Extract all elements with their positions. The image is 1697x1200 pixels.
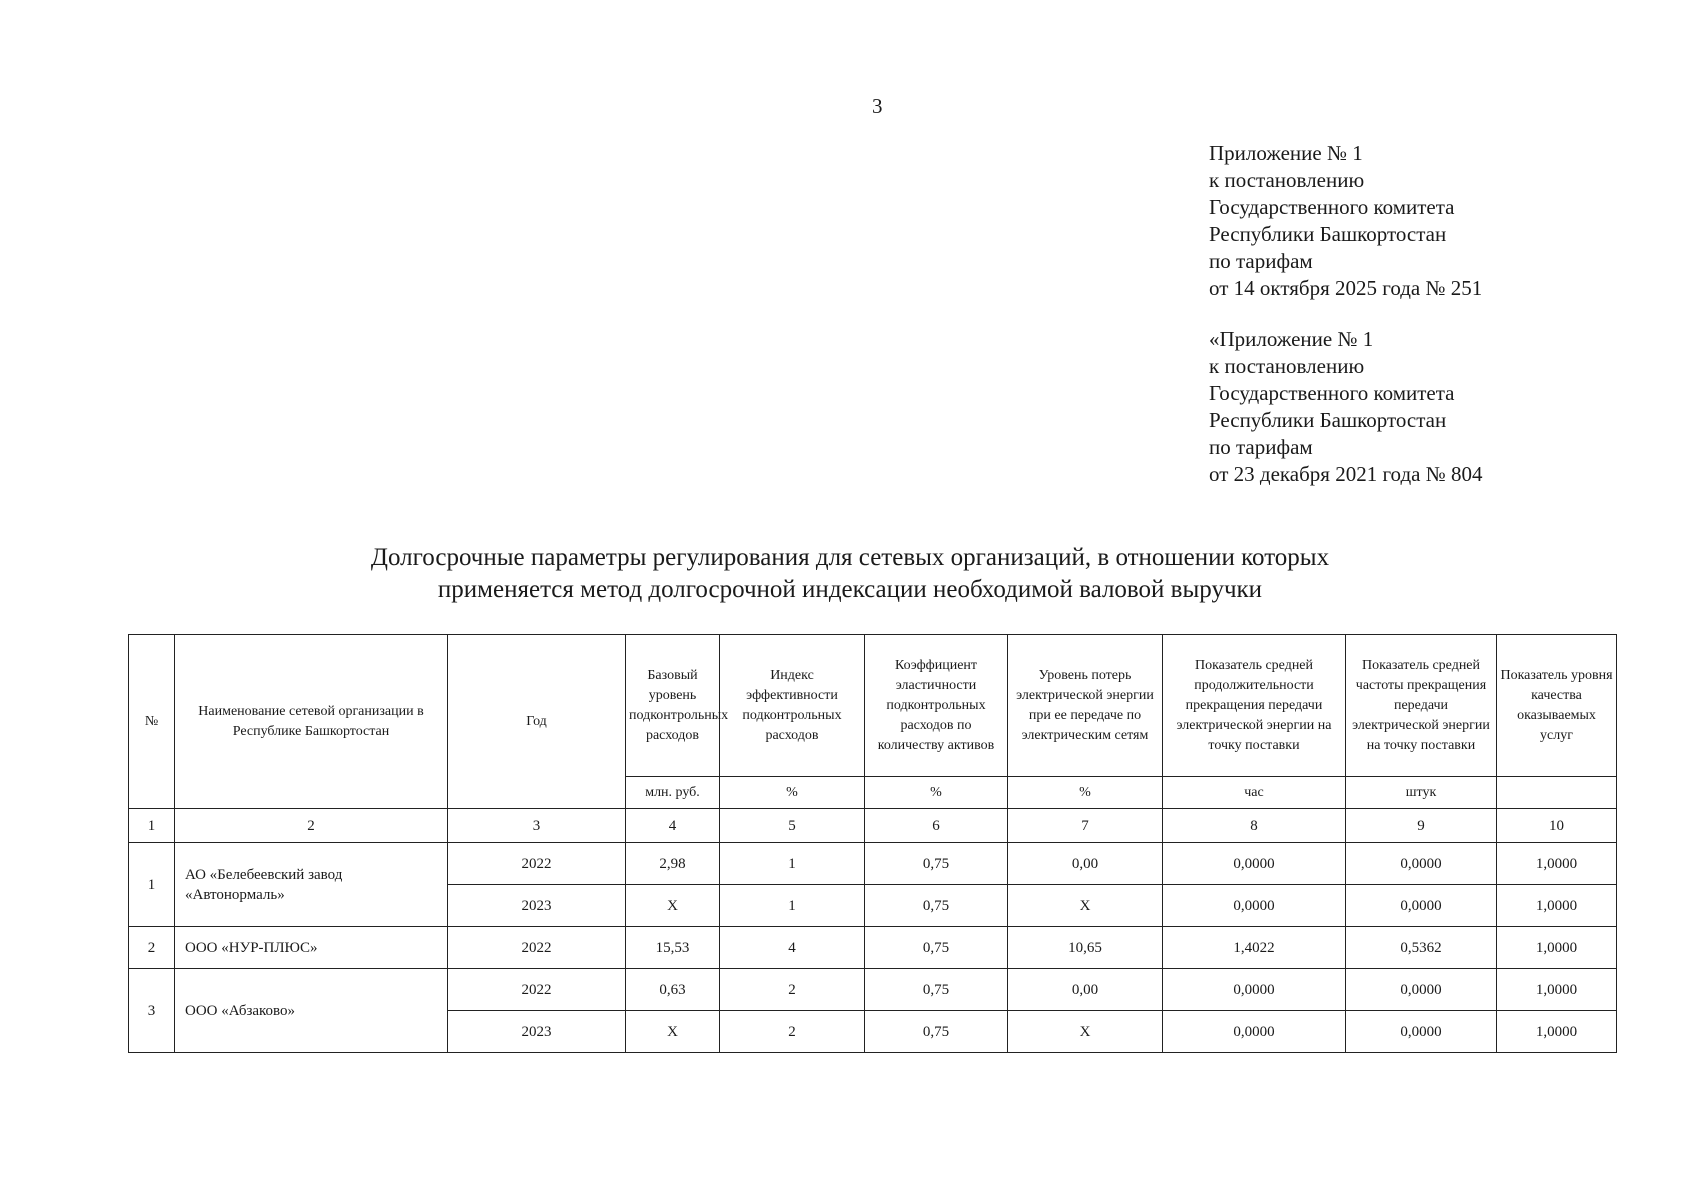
regulation-parameters-table [128,634,1617,1053]
title-line-1: Долгосрочные параметры регулирования для сетевых организаций, в отношении которых [370,544,1330,571]
column-number: 9 [1346,809,1497,843]
cell-avg-duration: 1,4022 [1163,927,1346,969]
cell-elasticity: 0,75 [865,927,1008,969]
header-avg-frequency: Показатель средней частоты прекращения передачи электрической энергии на точку поставки [1346,635,1497,777]
header-num: № [129,635,175,809]
cell-efficiency-index: 1 [720,843,865,885]
appendix-current-block [1209,140,1482,302]
column-number: 6 [865,809,1008,843]
cell-quality: 1,0000 [1497,969,1617,1011]
column-number: 1 [129,809,175,843]
appendix-line: по тарифам [1209,249,1313,273]
cell-avg-frequency: 0,0000 [1346,1011,1497,1053]
cell-year: 2023 [448,1011,626,1053]
cell-losses: 10,65 [1008,927,1163,969]
cell-efficiency-index: 2 [720,969,865,1011]
header-elasticity: Коэффициент эластичности подконтрольных расходов по количеству активов [865,635,1008,777]
cell-avg-duration: 0,0000 [1163,1011,1346,1053]
cell-elasticity: 0,75 [865,843,1008,885]
cell-year: 2022 [448,969,626,1011]
cell-avg-duration: 0,0000 [1163,969,1346,1011]
column-number: 5 [720,809,865,843]
appendix-line: по тарифам [1209,435,1313,459]
unit-quality [1497,777,1617,809]
cell-quality: 1,0000 [1497,843,1617,885]
appendix-line: к постановлению [1209,168,1365,192]
cell-base-level: Х [626,1011,720,1053]
table-row [129,843,1617,885]
header-avg-duration: Показатель средней продолжительности прекращения передачи электрической энергии на точку поставки [1163,635,1346,777]
org-num: 1 [129,843,175,927]
appendix-line: от 23 декабря 2021 года № 804 [1209,462,1483,486]
cell-losses: Х [1008,1011,1163,1053]
column-number: 8 [1163,809,1346,843]
appendix-line: Республики Башкортостан [1209,408,1447,432]
header-base-level: Базовый уровень подконтрольных расходов [626,635,720,777]
header-quality: Показатель уровня качества оказываемых услуг [1497,635,1617,777]
appendix-line: от 14 октября 2025 года № 251 [1209,276,1483,300]
unit-losses: % [1008,777,1163,809]
org-name: ООО «Абзаково» [175,969,448,1053]
cell-losses: 0,00 [1008,843,1163,885]
page-number: 3 [872,94,883,118]
unit-avg-duration: час [1163,777,1346,809]
appendix-original-block [1209,326,1482,488]
cell-year: 2022 [448,843,626,885]
org-name: ООО «НУР-ПЛЮС» [175,927,448,969]
header-efficiency-index: Индекс эффективности подконтрольных расходов [720,635,865,777]
org-num: 3 [129,969,175,1053]
header-year: Год [448,635,626,809]
appendix-line: Приложение № 1 [1209,141,1363,165]
unit-elasticity: % [865,777,1008,809]
org-num: 2 [129,927,175,969]
cell-base-level: Х [626,885,720,927]
cell-avg-duration: 0,0000 [1163,885,1346,927]
column-number: 2 [175,809,448,843]
appendix-line: Государственного комитета [1209,195,1455,219]
cell-base-level: 2,98 [626,843,720,885]
cell-elasticity: 0,75 [865,969,1008,1011]
cell-avg-frequency: 0,0000 [1346,843,1497,885]
header-losses: Уровень потерь электрической энергии при ее передаче по электрическим сетям [1008,635,1163,777]
column-number: 7 [1008,809,1163,843]
cell-year: 2023 [448,885,626,927]
cell-quality: 1,0000 [1497,1011,1617,1053]
cell-avg-frequency: 0,0000 [1346,885,1497,927]
table-row [129,927,1617,969]
column-number: 3 [448,809,626,843]
table-row [129,969,1617,1011]
document-title [200,542,1500,606]
cell-avg-frequency: 0,5362 [1346,927,1497,969]
cell-year: 2022 [448,927,626,969]
cell-efficiency-index: 4 [720,927,865,969]
cell-elasticity: 0,75 [865,885,1008,927]
appendix-line: Республики Башкортостан [1209,222,1447,246]
cell-quality: 1,0000 [1497,885,1617,927]
cell-avg-duration: 0,0000 [1163,843,1346,885]
cell-base-level: 0,63 [626,969,720,1011]
header-org: Наименование сетевой организации в Республике Башкортостан [175,635,448,809]
cell-efficiency-index: 2 [720,1011,865,1053]
unit-efficiency-index: % [720,777,865,809]
title-line-2: применяется метод долгосрочной индексации необходимой валовой выручки [437,576,1263,603]
cell-losses: Х [1008,885,1163,927]
appendix-line: к постановлению [1209,354,1365,378]
cell-efficiency-index: 1 [720,885,865,927]
cell-elasticity: 0,75 [865,1011,1008,1053]
cell-quality: 1,0000 [1497,927,1617,969]
cell-avg-frequency: 0,0000 [1346,969,1497,1011]
appendix-line: Государственного комитета [1209,381,1455,405]
column-number: 10 [1497,809,1617,843]
appendix-line: «Приложение № 1 [1209,327,1374,351]
column-number: 4 [626,809,720,843]
cell-base-level: 15,53 [626,927,720,969]
cell-losses: 0,00 [1008,969,1163,1011]
unit-avg-frequency: штук [1346,777,1497,809]
org-name: АО «Белебеевский завод «Автонормаль» [175,843,448,927]
unit-base-level: млн. руб. [626,777,720,809]
